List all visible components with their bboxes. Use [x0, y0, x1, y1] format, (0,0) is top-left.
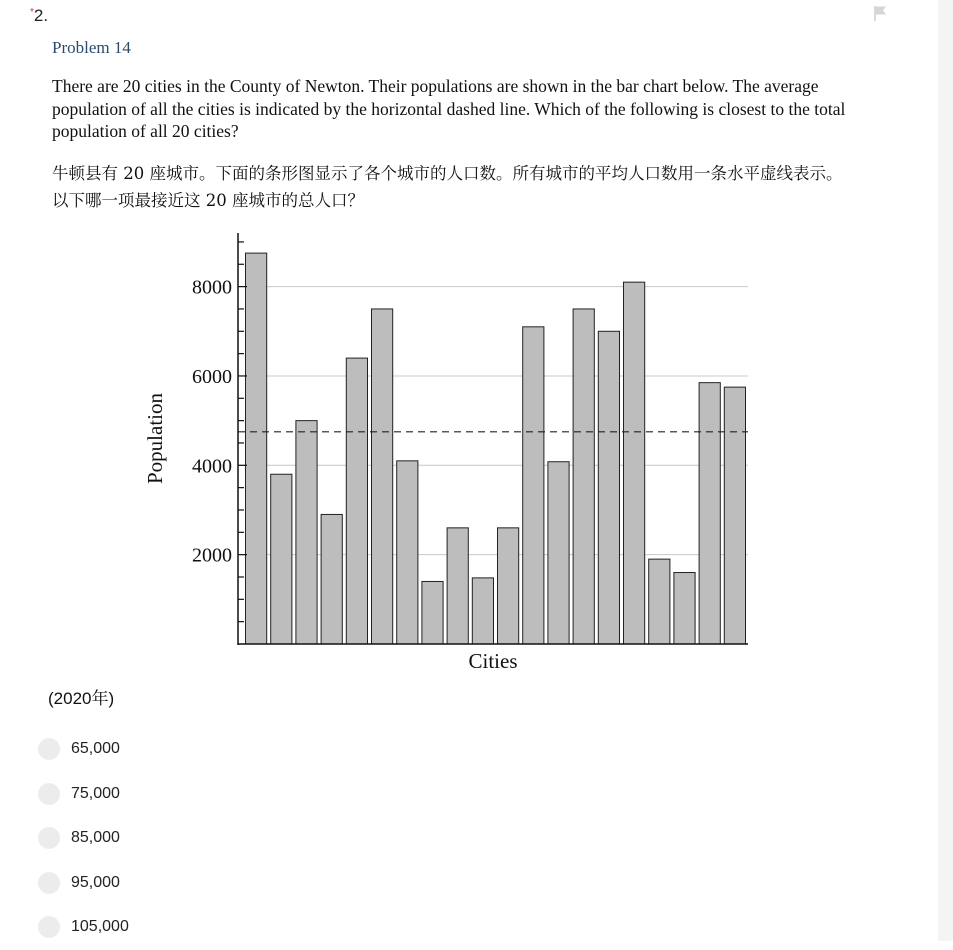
bar: [573, 309, 594, 644]
bar: [674, 573, 695, 644]
bar: [598, 331, 619, 644]
option-label: 65,000: [71, 740, 120, 758]
question-text-english: There are 20 cities in the County of Newton. Their populations are shown in the bar chart below. The average population of all the cities is indicated by the horizontal dashed line. Which of the following is closest to the total population of all 20 cities?: [52, 76, 846, 141]
y-axis-label: Population: [143, 392, 167, 485]
option-label: 85,000: [71, 829, 120, 847]
bar: [523, 327, 544, 644]
problem-title: Problem 14: [52, 38, 131, 57]
flag-icon[interactable]: [871, 4, 889, 22]
answer-option[interactable]: [38, 727, 129, 772]
bar: [372, 309, 393, 644]
answer-option[interactable]: [38, 905, 129, 950]
y-tick-label: 4000: [192, 455, 232, 478]
bar: [246, 253, 267, 644]
bar: [472, 578, 493, 644]
bar: [296, 421, 317, 644]
required-marker: *: [30, 7, 34, 18]
bar: [321, 514, 342, 644]
bar: [649, 559, 670, 644]
radio-button[interactable]: [38, 738, 60, 760]
y-tick-label: 8000: [192, 276, 232, 299]
bar: [548, 462, 569, 644]
bar: [271, 474, 292, 644]
bar: [422, 581, 443, 644]
radio-button[interactable]: [38, 827, 60, 849]
scrollbar-track[interactable]: [938, 0, 953, 941]
x-axis-label: Cities: [468, 649, 518, 673]
radio-button[interactable]: [38, 916, 60, 938]
bar: [447, 528, 468, 644]
bar: [699, 383, 720, 644]
y-tick-label: 2000: [192, 544, 232, 567]
option-label: 75,000: [71, 784, 120, 802]
bar: [724, 387, 745, 644]
year-tag: (2020年): [48, 689, 115, 708]
question-number: 2.: [33, 6, 49, 25]
answer-option[interactable]: [38, 772, 129, 817]
radio-button[interactable]: [38, 783, 60, 805]
question-text-chinese: 牛顿县有 20 座城市。下面的条形图显示了各个城市的人口数。所有城市的平均人口数用一条水平虚线表示。以下哪一项最接近这 20 座城市的总人口？: [52, 164, 843, 210]
bar: [346, 358, 367, 644]
bar: [397, 461, 418, 644]
bar: [624, 282, 645, 644]
answer-options: [38, 727, 129, 950]
population-bar-chart: [130, 225, 760, 675]
y-tick-label: 6000: [192, 365, 232, 388]
question-header: [30, 6, 48, 26]
answer-option[interactable]: [38, 816, 129, 861]
option-label: 95,000: [71, 873, 120, 891]
radio-button[interactable]: [38, 872, 60, 894]
option-label: 105,000: [71, 918, 129, 936]
answer-option[interactable]: [38, 861, 129, 906]
bar: [498, 528, 519, 644]
